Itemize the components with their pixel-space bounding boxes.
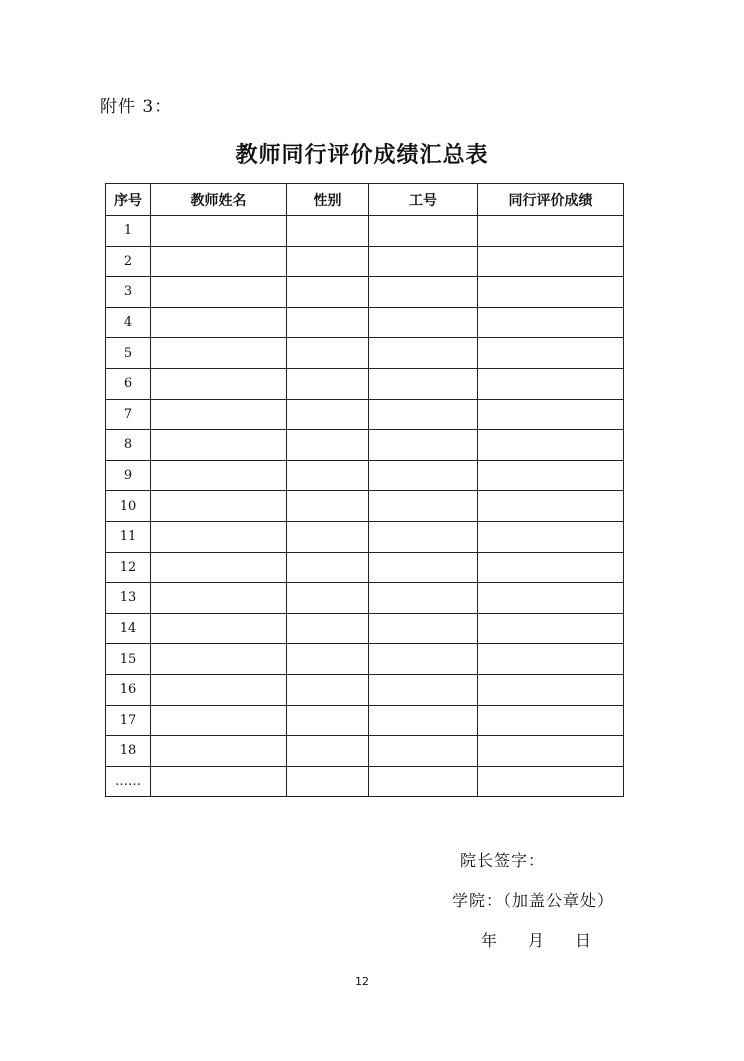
cell-gender <box>287 368 369 399</box>
cell-peer-score <box>478 552 624 583</box>
cell-gender <box>287 766 369 797</box>
cell-gender <box>287 216 369 247</box>
cell-peer-score <box>478 368 624 399</box>
cell-gender <box>287 277 369 308</box>
table-row <box>106 307 624 338</box>
cell-gender <box>287 674 369 705</box>
table-row <box>106 277 624 308</box>
cell-index: …… <box>106 766 151 797</box>
cell-employee-id <box>369 552 478 583</box>
cell-index: 17 <box>106 705 151 736</box>
cell-index: 16 <box>106 674 151 705</box>
table-header-row <box>106 184 624 216</box>
cell-teacher-name <box>151 766 287 797</box>
cell-index: 3 <box>106 277 151 308</box>
cell-teacher-name <box>151 430 287 461</box>
cell-employee-id <box>369 766 478 797</box>
table-body <box>106 216 624 797</box>
cell-peer-score <box>478 246 624 277</box>
attachment-label: 附件 3： <box>100 97 173 117</box>
cell-gender <box>287 338 369 369</box>
cell-index: 2 <box>106 246 151 277</box>
cell-peer-score <box>478 736 624 767</box>
cell-employee-id <box>369 338 478 369</box>
cell-peer-score <box>478 674 624 705</box>
cell-gender <box>287 491 369 522</box>
table-row <box>106 399 624 430</box>
cell-peer-score <box>478 705 624 736</box>
cell-gender <box>287 613 369 644</box>
cell-employee-id <box>369 736 478 767</box>
cell-employee-id <box>369 277 478 308</box>
cell-teacher-name <box>151 521 287 552</box>
cell-employee-id <box>369 644 478 675</box>
cell-index: 12 <box>106 552 151 583</box>
cell-teacher-name <box>151 460 287 491</box>
cell-gender <box>287 307 369 338</box>
cell-teacher-name <box>151 736 287 767</box>
cell-index: 14 <box>106 613 151 644</box>
cell-employee-id <box>369 613 478 644</box>
cell-teacher-name <box>151 399 287 430</box>
document-title: 教师同行评价成绩汇总表 <box>235 143 489 168</box>
cell-index: 10 <box>106 491 151 522</box>
cell-peer-score <box>478 430 624 461</box>
cell-peer-score <box>478 521 624 552</box>
cell-index: 7 <box>106 399 151 430</box>
summary-table <box>105 183 624 797</box>
cell-gender <box>287 644 369 675</box>
cell-teacher-name <box>151 705 287 736</box>
cell-index: 11 <box>106 521 151 552</box>
table-row <box>106 430 624 461</box>
cell-employee-id <box>369 246 478 277</box>
cell-gender <box>287 399 369 430</box>
cell-peer-score <box>478 613 624 644</box>
cell-gender <box>287 521 369 552</box>
cell-teacher-name <box>151 368 287 399</box>
date-day-label: 日 <box>575 931 593 950</box>
cell-gender <box>287 430 369 461</box>
cell-peer-score <box>478 338 624 369</box>
cell-peer-score <box>478 583 624 614</box>
cell-index: 1 <box>106 216 151 247</box>
cell-employee-id <box>369 521 478 552</box>
cell-teacher-name <box>151 613 287 644</box>
table-row <box>106 216 624 247</box>
table-row <box>106 338 624 369</box>
cell-teacher-name <box>151 246 287 277</box>
cell-index: 5 <box>106 338 151 369</box>
cell-employee-id <box>369 216 478 247</box>
cell-gender <box>287 552 369 583</box>
table-row <box>106 613 624 644</box>
cell-teacher-name <box>151 307 287 338</box>
cell-peer-score <box>478 460 624 491</box>
table-row <box>106 766 624 797</box>
date-month-label: 月 <box>528 931 546 950</box>
table-row <box>106 460 624 491</box>
cell-peer-score <box>478 399 624 430</box>
cell-employee-id <box>369 368 478 399</box>
table-row <box>106 674 624 705</box>
cell-teacher-name <box>151 216 287 247</box>
table-row <box>106 521 624 552</box>
cell-employee-id <box>369 583 478 614</box>
cell-employee-id <box>369 674 478 705</box>
cell-teacher-name <box>151 583 287 614</box>
cell-employee-id <box>369 460 478 491</box>
header-teacher-name: 教师姓名 <box>151 184 287 216</box>
cell-gender <box>287 246 369 277</box>
cell-employee-id <box>369 307 478 338</box>
cell-teacher-name <box>151 491 287 522</box>
cell-teacher-name <box>151 674 287 705</box>
header-peer-score: 同行评价成绩 <box>478 184 624 216</box>
page-number: 12 <box>355 975 369 988</box>
cell-teacher-name <box>151 277 287 308</box>
cell-employee-id <box>369 399 478 430</box>
cell-gender <box>287 460 369 491</box>
table-row <box>106 491 624 522</box>
cell-peer-score <box>478 491 624 522</box>
table-row <box>106 583 624 614</box>
cell-peer-score <box>478 766 624 797</box>
table-row <box>106 552 624 583</box>
cell-gender <box>287 736 369 767</box>
cell-teacher-name <box>151 552 287 583</box>
cell-index: 13 <box>106 583 151 614</box>
cell-employee-id <box>369 430 478 461</box>
table-row <box>106 368 624 399</box>
cell-employee-id <box>369 491 478 522</box>
dean-signature-label: 院长签字： <box>460 851 546 870</box>
cell-peer-score <box>478 307 624 338</box>
cell-index: 4 <box>106 307 151 338</box>
cell-index: 6 <box>106 368 151 399</box>
cell-index: 9 <box>106 460 151 491</box>
cell-peer-score <box>478 644 624 675</box>
cell-gender <box>287 705 369 736</box>
date-year-label: 年 <box>481 931 499 950</box>
header-employee-id: 工号 <box>369 184 478 216</box>
table-row <box>106 246 624 277</box>
cell-index: 18 <box>106 736 151 767</box>
cell-teacher-name <box>151 338 287 369</box>
cell-peer-score <box>478 216 624 247</box>
cell-employee-id <box>369 705 478 736</box>
header-index: 序号 <box>106 184 151 216</box>
cell-index: 15 <box>106 644 151 675</box>
cell-peer-score <box>478 277 624 308</box>
table-row <box>106 705 624 736</box>
header-gender: 性别 <box>287 184 369 216</box>
cell-index: 8 <box>106 430 151 461</box>
cell-teacher-name <box>151 644 287 675</box>
table-row <box>106 644 624 675</box>
college-seal-label: 学院：（加盖公章处） <box>452 891 615 910</box>
cell-gender <box>287 583 369 614</box>
table-row <box>106 736 624 767</box>
date-line <box>481 928 592 951</box>
